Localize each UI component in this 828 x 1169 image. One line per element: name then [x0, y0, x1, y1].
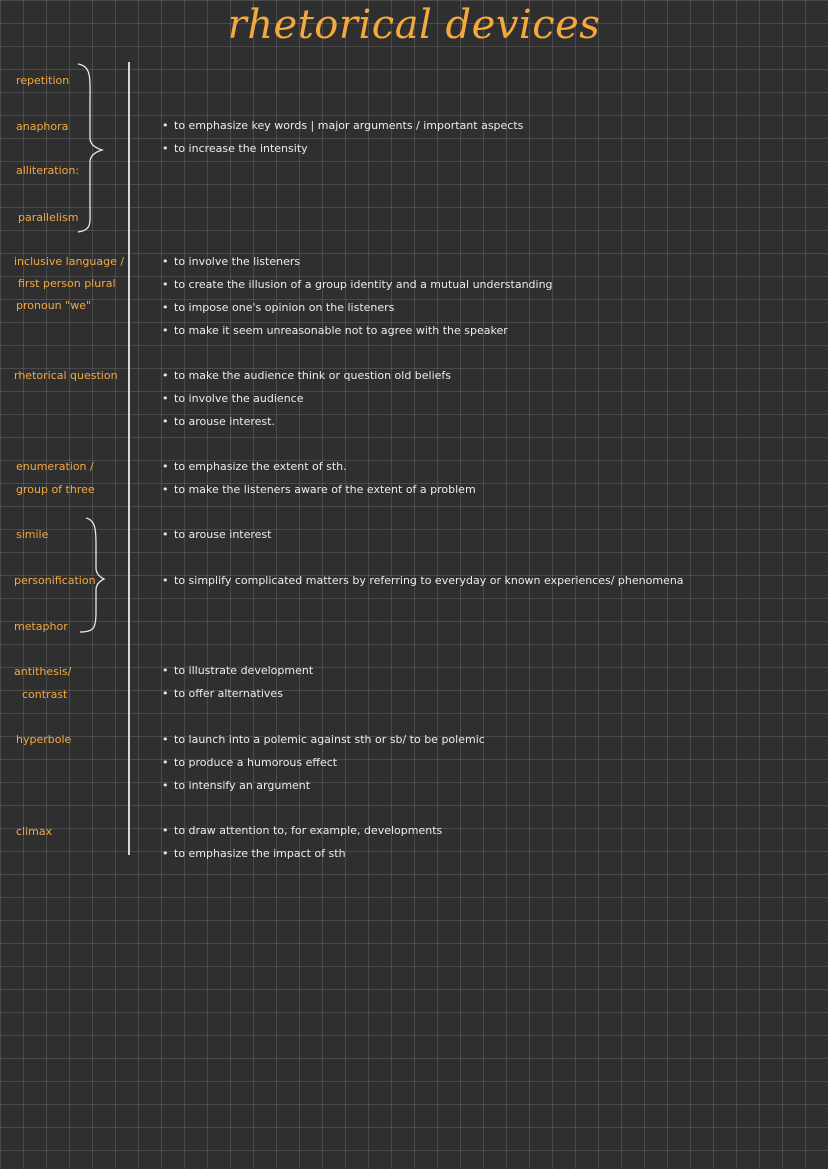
point: • to simplify complicated matters by referring to everyday or known experiences/ phenomena [162, 574, 684, 587]
term-antithesis: antithesis/ [14, 665, 72, 678]
point: • to create the illusion of a group identity and a mutual understanding [162, 278, 553, 291]
point: • to increase the intensity [162, 142, 308, 155]
point: • to launch into a polemic against sth or sb/ to be polemic [162, 733, 485, 746]
brace-group-figures [0, 0, 1, 1]
term-enumeration: enumeration / [16, 460, 94, 473]
point: • to involve the listeners [162, 255, 301, 268]
point: • to emphasize key words | major arguments / important aspects [162, 119, 524, 132]
point: • to impose one's opinion on the listeners [162, 301, 395, 314]
term-contrast: contrast [22, 688, 68, 701]
point: • to produce a humorous effect [162, 756, 338, 769]
point: • to make the listeners aware of the extent of a problem [162, 483, 476, 496]
term-alliteration: alliteration: [16, 164, 80, 177]
term-metaphor: metaphor [14, 620, 68, 633]
point: • to intensify an argument [162, 779, 311, 792]
term-group-of-three: group of three [16, 483, 95, 496]
term-climax: climax [16, 825, 53, 838]
page-title: rhetorical devices [227, 2, 601, 48]
term-first-person-plural: first person plural [18, 277, 116, 290]
term-hyperbole: hyperbole [16, 733, 72, 746]
term-simile: simile [16, 528, 49, 541]
term-inclusive-language: inclusive language / [14, 255, 125, 268]
term-repetition: repetition [16, 74, 70, 87]
point: • to emphasize the extent of sth. [162, 460, 347, 473]
point: • to arouse interest. [162, 415, 275, 428]
term-parallelism: parallelism [18, 211, 79, 224]
term-rhetorical-question: rhetorical question [14, 369, 118, 382]
point: • to emphasize the impact of sth [162, 847, 346, 860]
term-personification: personification [14, 574, 96, 587]
term-pronoun-we: pronoun "we" [16, 299, 92, 312]
point: • to make it seem unreasonable not to agree with the speaker [162, 324, 508, 337]
point: • to draw attention to, for example, developments [162, 824, 443, 837]
point: • to arouse interest [162, 528, 272, 541]
point: • to make the audience think or question old beliefs [162, 369, 452, 382]
point: • to illustrate development [162, 664, 314, 677]
vertical-divider [128, 62, 130, 855]
point: • to offer alternatives [162, 687, 283, 700]
term-anaphora: anaphora [16, 120, 69, 133]
point: • to involve the audience [162, 392, 304, 405]
